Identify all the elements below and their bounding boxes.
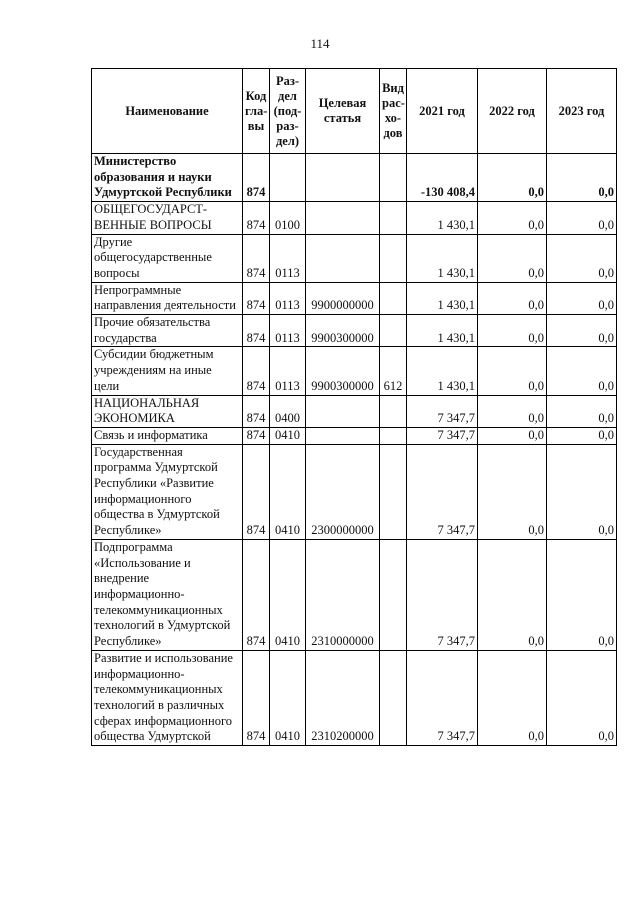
cell-razdel: 0100: [270, 202, 306, 234]
header-name: Наименование: [92, 69, 243, 154]
cell-vid: [380, 395, 407, 427]
cell-celevaya: 2310000000: [306, 539, 380, 650]
cell-2021: 1 430,1: [407, 282, 478, 314]
budget-table: [91, 68, 617, 746]
cell-razdel: 0400: [270, 395, 306, 427]
cell-2021: 1 430,1: [407, 202, 478, 234]
cell-2023: 0,0: [547, 395, 617, 427]
cell-razdel: 0410: [270, 427, 306, 444]
cell-2022: 0,0: [478, 444, 547, 539]
cell-name: ОБЩЕГОСУДАРСТ- ВЕННЫЕ ВОПРОСЫ: [92, 202, 243, 234]
cell-2022: 0,0: [478, 539, 547, 650]
cell-2022: 0,0: [478, 202, 547, 234]
cell-vid: [380, 202, 407, 234]
cell-glava: 874: [243, 650, 270, 745]
cell-name: Связь и информатика: [92, 427, 243, 444]
cell-razdel: [270, 154, 306, 202]
cell-celevaya: 9900000000: [306, 282, 380, 314]
page-number: 114: [310, 36, 330, 51]
cell-celevaya: [306, 395, 380, 427]
table-row: [92, 427, 617, 444]
header-2023: 2023 год: [547, 69, 617, 154]
cell-vid: [380, 154, 407, 202]
cell-name: Развитие и использование информационно- телекоммуникационных технологий в различных сферах информационного общества Удмуртской: [92, 650, 243, 745]
table-row: [92, 347, 617, 395]
cell-2023: 0,0: [547, 427, 617, 444]
table-row: [92, 539, 617, 650]
cell-glava: 874: [243, 347, 270, 395]
cell-glava: 874: [243, 539, 270, 650]
cell-name: Министерство образования и науки Удмуртской Республики: [92, 154, 243, 202]
cell-celevaya: [306, 202, 380, 234]
header-2021: 2021 год: [407, 69, 478, 154]
cell-vid: [380, 427, 407, 444]
header-glava: Код гла- вы: [243, 69, 270, 154]
cell-vid: [380, 315, 407, 347]
cell-2021: 7 347,7: [407, 444, 478, 539]
table-row: [92, 444, 617, 539]
cell-2022: 0,0: [478, 282, 547, 314]
cell-name: Государственная программа Удмуртской Республики «Развитие информационного общества в Удмуртской Республике»: [92, 444, 243, 539]
cell-2022: 0,0: [478, 427, 547, 444]
cell-name: Подпрограмма «Использование и внедрение информационно- телекоммуникационных технологий в Удмуртской Республике»: [92, 539, 243, 650]
cell-name: Непрограммные направления деятельности: [92, 282, 243, 314]
cell-2021: 7 347,7: [407, 427, 478, 444]
cell-razdel: 0113: [270, 315, 306, 347]
cell-2023: 0,0: [547, 347, 617, 395]
cell-glava: 874: [243, 427, 270, 444]
cell-razdel: 0113: [270, 234, 306, 282]
cell-celevaya: 2310200000: [306, 650, 380, 745]
cell-2022: 0,0: [478, 347, 547, 395]
cell-glava: 874: [243, 202, 270, 234]
cell-glava: 874: [243, 444, 270, 539]
cell-2023: 0,0: [547, 154, 617, 202]
cell-celevaya: 2300000000: [306, 444, 380, 539]
cell-vid: [380, 234, 407, 282]
cell-2023: 0,0: [547, 202, 617, 234]
cell-2023: 0,0: [547, 282, 617, 314]
table-row: [92, 282, 617, 314]
cell-razdel: 0410: [270, 650, 306, 745]
cell-vid: [380, 282, 407, 314]
cell-2023: 0,0: [547, 315, 617, 347]
header-vid: Вид рас- хо- дов: [380, 69, 407, 154]
cell-2021: 1 430,1: [407, 315, 478, 347]
table-row: [92, 395, 617, 427]
cell-glava: 874: [243, 234, 270, 282]
cell-2021: 7 347,7: [407, 650, 478, 745]
header-celevaya: Целевая статья: [306, 69, 380, 154]
table-body: [92, 154, 617, 746]
cell-razdel: 0113: [270, 347, 306, 395]
cell-name: Прочие обязательства государства: [92, 315, 243, 347]
cell-glava: 874: [243, 154, 270, 202]
cell-glava: 874: [243, 315, 270, 347]
cell-2021: 7 347,7: [407, 539, 478, 650]
cell-2021: -130 408,4: [407, 154, 478, 202]
cell-2021: 1 430,1: [407, 347, 478, 395]
cell-2022: 0,0: [478, 234, 547, 282]
table-header-row: [92, 69, 617, 154]
cell-celevaya: [306, 234, 380, 282]
cell-2023: 0,0: [547, 444, 617, 539]
cell-2023: 0,0: [547, 650, 617, 745]
cell-name: НАЦИОНАЛЬНАЯ ЭКОНОМИКА: [92, 395, 243, 427]
cell-2023: 0,0: [547, 539, 617, 650]
table-row: [92, 234, 617, 282]
cell-name: Субсидии бюджетным учреждениям на иные цели: [92, 347, 243, 395]
cell-2023: 0,0: [547, 234, 617, 282]
cell-razdel: 0410: [270, 444, 306, 539]
cell-vid: [380, 444, 407, 539]
cell-glava: 874: [243, 395, 270, 427]
table-row: [92, 154, 617, 202]
cell-vid: 612: [380, 347, 407, 395]
table-row: [92, 202, 617, 234]
cell-2022: 0,0: [478, 315, 547, 347]
table-row: [92, 650, 617, 745]
cell-celevaya: 9900300000: [306, 315, 380, 347]
cell-razdel: 0113: [270, 282, 306, 314]
cell-2022: 0,0: [478, 650, 547, 745]
cell-2022: 0,0: [478, 395, 547, 427]
cell-vid: [380, 539, 407, 650]
cell-name: Другие общегосударственные вопросы: [92, 234, 243, 282]
header-razdel: Раз- дел (под- раз- дел): [270, 69, 306, 154]
cell-celevaya: [306, 154, 380, 202]
cell-2022: 0,0: [478, 154, 547, 202]
cell-razdel: 0410: [270, 539, 306, 650]
table-row: [92, 315, 617, 347]
cell-celevaya: 9900300000: [306, 347, 380, 395]
cell-glava: 874: [243, 282, 270, 314]
cell-2021: 7 347,7: [407, 395, 478, 427]
cell-2021: 1 430,1: [407, 234, 478, 282]
header-2022: 2022 год: [478, 69, 547, 154]
cell-vid: [380, 650, 407, 745]
cell-celevaya: [306, 427, 380, 444]
